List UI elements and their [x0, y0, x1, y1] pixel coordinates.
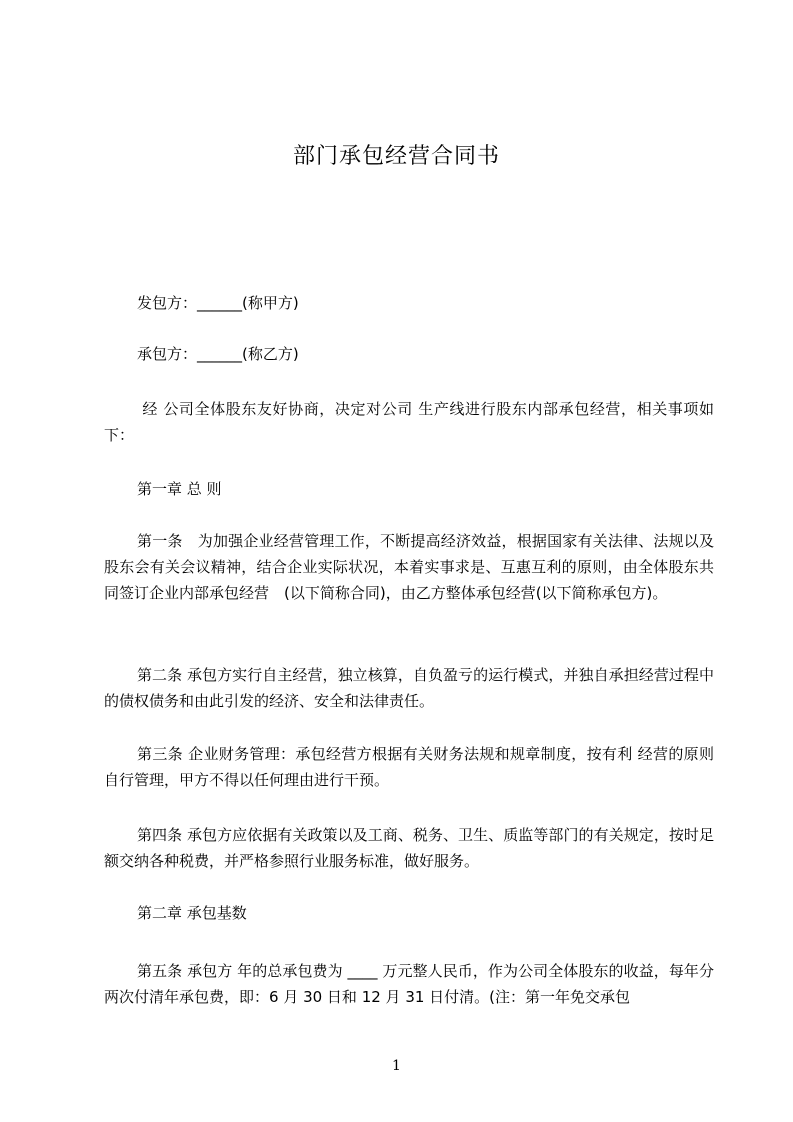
- article-4: 第四条 承包方应依据有关政策以及工商、税务、卫生、质监等部门的有关规定，按时足额交纳各种税费，并严格参照行业服务标准，做好服务。: [104, 826, 714, 870]
- chapter-2-heading: 第二章 承包基数: [137, 904, 247, 922]
- page-title: 部门承包经营合同书: [292, 144, 500, 169]
- chapter-1-heading: 第一章 总 则: [137, 480, 222, 498]
- page-number: 1: [392, 1058, 401, 1074]
- party-b-line: 承包方：______(称乙方): [137, 345, 299, 363]
- party-a-line: 发包方：______(称甲方): [137, 294, 299, 312]
- article-5: 第五条 承包方 年的总承包费为 ____ 万元整人民币，作为公司全体股东的收益，每年分两次付清年承包费，即：6 月 30 日和 12 月 31 日付清。(注：第一年免交承包: [104, 962, 714, 1006]
- article-1: 第一条 为加强企业经营管理工作，不断提高经济效益，根据国家有关法律、法规以及股东会有关会议精神，结合企业实际状况，本着实事求是、互惠互利的原则，由全体股东共同签订企业内部承包经营 (以下简称合同)，由乙方整体承包经营(以下简称承包方)。: [104, 532, 714, 602]
- article-2: 第二条 承包方实行自主经营，独立核算，自负盈亏的运行模式，并独自承担经营过程中的债权债务和由此引发的经济、安全和法律责任。: [104, 666, 714, 710]
- intro-paragraph: 经 公司全体股东友好协商，决定对公司 生产线进行股东内部承包经营，相关事项如下：: [104, 400, 714, 444]
- article-3: 第三条 企业财务管理：承包经营方根据有关财务法规和规章制度，按有利 经营的原则自行管理，甲方不得以任何理由进行干预。: [104, 745, 714, 789]
